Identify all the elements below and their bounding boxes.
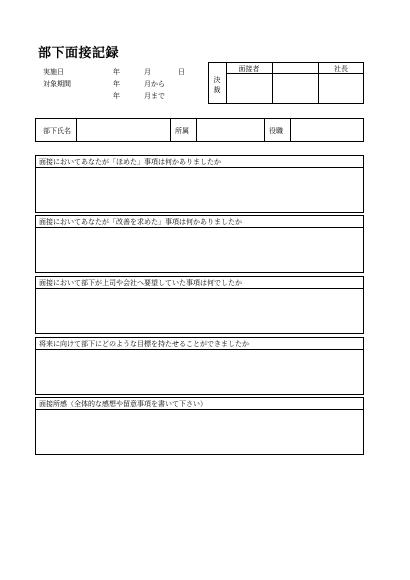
section-header (36, 156, 363, 168)
date-month-unit: 月 (144, 68, 151, 76)
kessai-label: 決裁 (213, 76, 221, 94)
department-field[interactable] (197, 119, 264, 141)
cell-divider (264, 119, 265, 141)
date-day-unit: 日 (178, 68, 185, 76)
section-label: 面接において部下が上司や会社へ要望していた事項は何でしたか (39, 279, 242, 287)
praise-answer-field[interactable] (36, 168, 363, 212)
interviewer-stamp-cell[interactable] (226, 74, 272, 104)
approval-stamp-cell[interactable] (272, 74, 318, 104)
employee-name-label: 部下氏名 (43, 127, 71, 135)
requests-section (35, 276, 364, 334)
president-header: 社長 (334, 65, 348, 73)
section-label: 面接所感（全体的な感想や留意事項を書いて下さい） (39, 400, 207, 408)
employee-name-field[interactable] (77, 119, 170, 141)
approval-table (208, 62, 364, 104)
section-label: 将来に向けて部下にどのような目標を持たせることができましたか (39, 340, 249, 348)
section-header (36, 338, 363, 350)
interviewer-header: 面接者 (238, 65, 260, 73)
period-from-year-unit: 年 (113, 80, 120, 88)
department-label: 所属 (175, 127, 189, 135)
cell-divider (170, 119, 171, 141)
section-header (36, 277, 363, 289)
date-year-unit: 年 (113, 68, 120, 76)
impressions-section (35, 397, 364, 455)
requests-answer-field[interactable] (36, 289, 363, 333)
goals-section (35, 337, 364, 395)
praise-section (35, 155, 364, 213)
section-header (36, 216, 363, 228)
section-label: 面接においてあなたが「ほめた」事項は何かありましたか (39, 158, 221, 166)
date-label: 実施日 (43, 68, 64, 76)
section-header (36, 398, 363, 410)
section-label: 面接においてあなたが「改善を求めた」事項は何かありましたか (39, 218, 242, 226)
position-field[interactable] (291, 119, 363, 141)
improvement-answer-field[interactable] (36, 228, 363, 272)
goals-answer-field[interactable] (36, 350, 363, 394)
period-from-month-unit: 月から (144, 80, 165, 88)
page-title: 部下面接記録 (38, 46, 120, 61)
improvement-section (35, 215, 364, 273)
employee-info-row (35, 118, 364, 142)
president-stamp-cell[interactable] (318, 74, 364, 104)
period-label: 対象期間 (43, 80, 71, 88)
period-to-year-unit: 年 (113, 92, 120, 100)
impressions-answer-field[interactable] (36, 410, 363, 454)
period-to-month-unit: 月まで (144, 92, 165, 100)
position-label: 役職 (269, 127, 283, 135)
